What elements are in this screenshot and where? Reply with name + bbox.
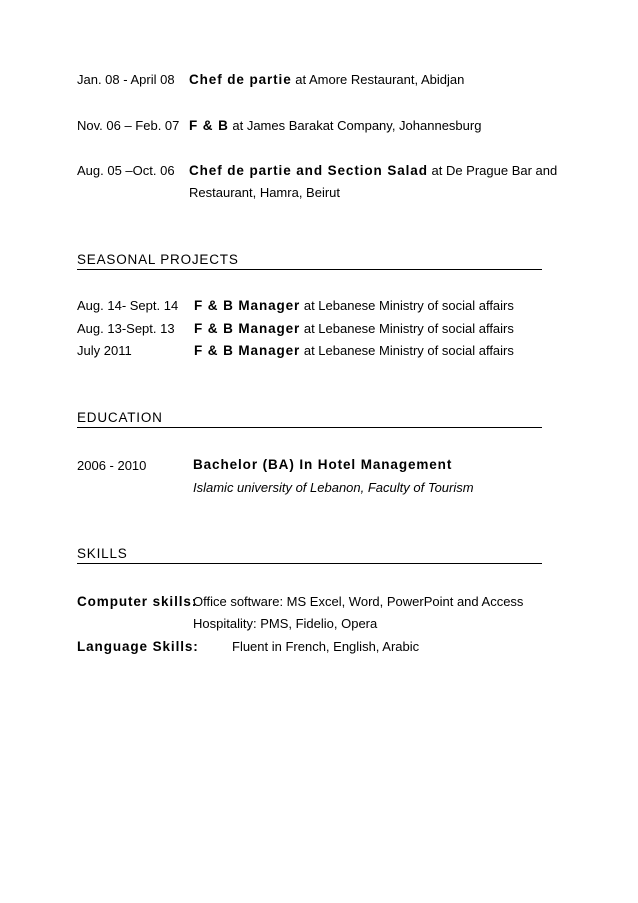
language-skills-value: Fluent in French, English, Arabic xyxy=(232,639,420,654)
skills-heading: SKILLS xyxy=(77,546,542,564)
experience-entry-1 xyxy=(189,72,464,87)
seasonal-entry-2 xyxy=(194,321,514,336)
seasonal-dates-3: July 2011 xyxy=(77,343,132,358)
computer-skills-line-1: Office software: MS Excel, Word, PowerPoint and Access xyxy=(193,594,524,609)
experience-title-2: F & B xyxy=(189,118,229,133)
seasonal-detail-3: at Lebanese Ministry of social affairs xyxy=(303,343,514,358)
seasonal-title-3: F & B Manager xyxy=(194,343,301,358)
experience-detail-3: at De Prague Bar and xyxy=(431,163,558,178)
education-heading: EDUCATION xyxy=(77,410,542,428)
language-skills-label: Language Skills: xyxy=(77,639,199,654)
computer-skills-line-2: Hospitality: PMS, Fidelio, Opera xyxy=(193,616,378,631)
seasonal-projects-heading: SEASONAL PROJECTS xyxy=(77,252,542,270)
experience-entry-3 xyxy=(189,163,557,178)
experience-title-1: Chef de partie xyxy=(189,72,292,87)
seasonal-detail-1: at Lebanese Ministry of social affairs xyxy=(303,298,514,313)
education-school: Islamic university of Lebanon, Faculty of Tourism xyxy=(193,480,474,495)
experience-dates-2: Nov. 06 – Feb. 07 xyxy=(77,118,180,133)
education-dates: 2006 - 2010 xyxy=(77,458,147,473)
seasonal-title-2: F & B Manager xyxy=(194,321,301,336)
seasonal-detail-2: at Lebanese Ministry of social affairs xyxy=(303,321,514,336)
education-degree: Bachelor (BA) In Hotel Management xyxy=(193,457,453,472)
experience-dates-3: Aug. 05 –Oct. 06 xyxy=(77,163,175,178)
experience-title-3: Chef de partie and Section Salad xyxy=(189,163,428,178)
experience-detail-3-continued: Restaurant, Hamra, Beirut xyxy=(189,185,341,200)
experience-detail-2: at James Barakat Company, Johannesburg xyxy=(232,118,482,133)
experience-entry-2 xyxy=(189,118,481,133)
seasonal-entry-3 xyxy=(194,343,514,358)
seasonal-dates-1: Aug. 14- Sept. 14 xyxy=(77,298,179,313)
seasonal-entry-1 xyxy=(194,298,514,313)
experience-detail-1: at Amore Restaurant, Abidjan xyxy=(295,72,465,87)
computer-skills-label: Computer skills: xyxy=(77,594,198,609)
seasonal-dates-2: Aug. 13-Sept. 13 xyxy=(77,321,175,336)
experience-dates-1: Jan. 08 - April 08 xyxy=(77,72,175,87)
seasonal-title-1: F & B Manager xyxy=(194,298,301,313)
